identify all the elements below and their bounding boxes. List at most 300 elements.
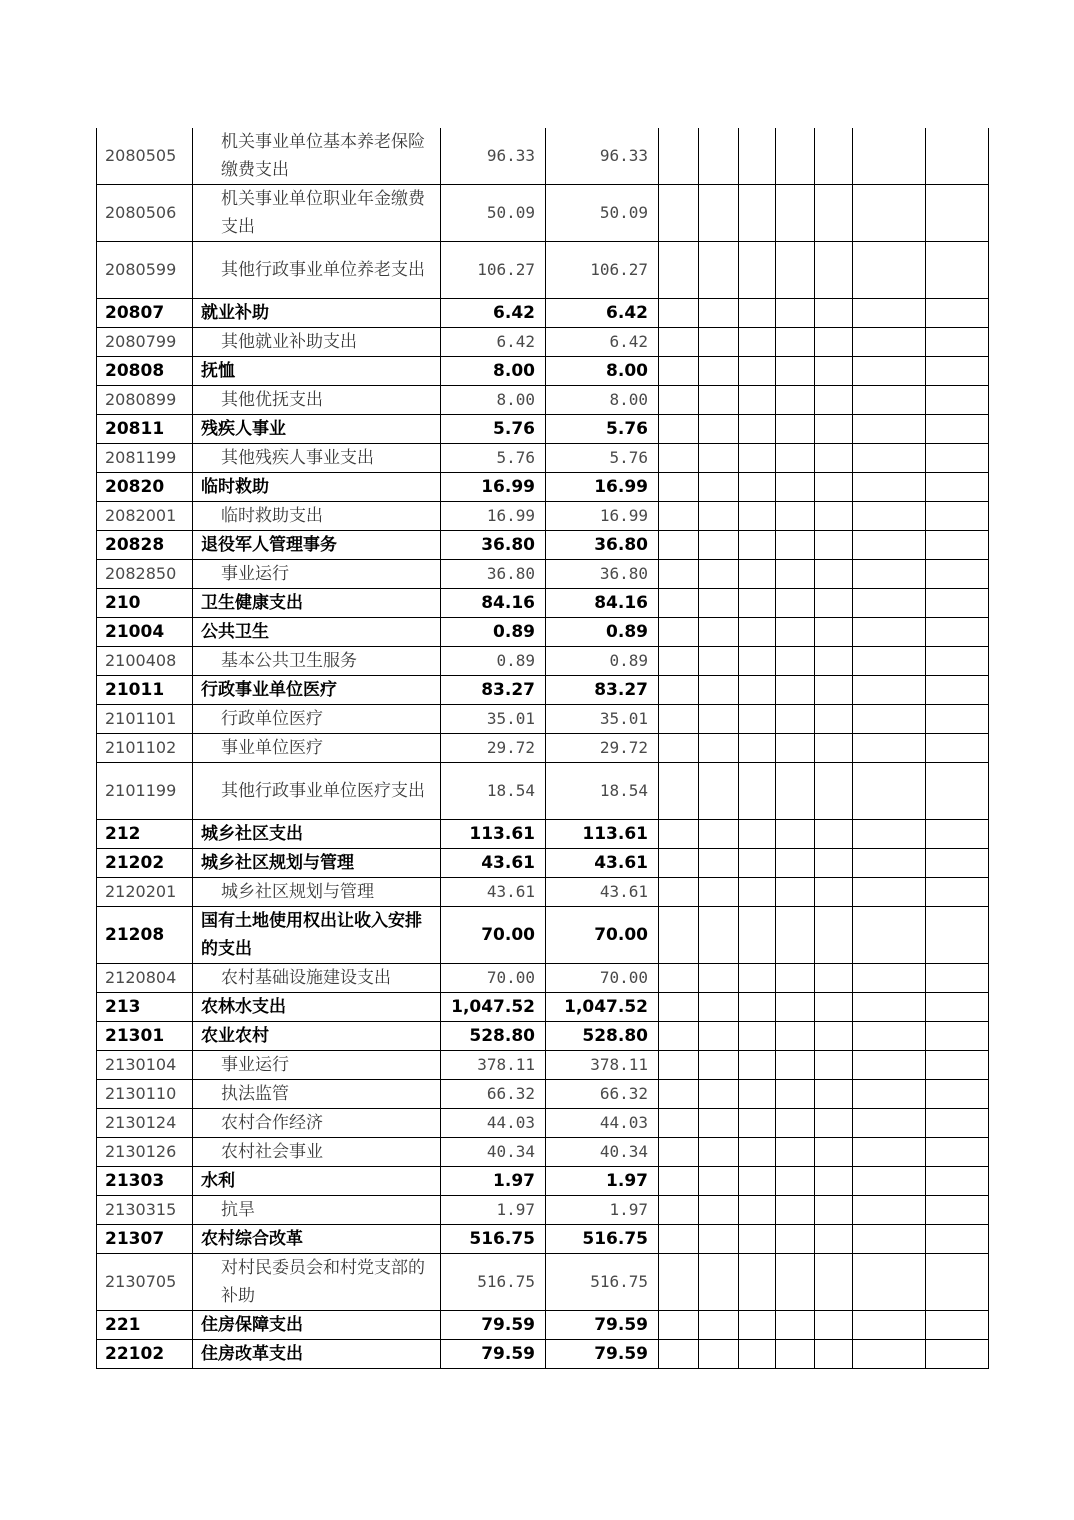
subject-code-cell: 20820 <box>97 473 193 502</box>
empty-cell <box>699 1022 739 1051</box>
basic-expenditure-cell: 516.75 <box>546 1225 659 1254</box>
empty-cell <box>926 589 989 618</box>
category-row <box>97 1022 989 1051</box>
subject-code-cell: 20811 <box>97 415 193 444</box>
empty-cell <box>659 1051 699 1080</box>
empty-cell <box>659 1138 699 1167</box>
empty-cell <box>659 357 699 386</box>
empty-cell <box>776 1196 815 1225</box>
empty-cell <box>776 1311 815 1340</box>
empty-cell <box>739 1022 776 1051</box>
empty-cell <box>815 415 853 444</box>
basic-expenditure-cell: 44.03 <box>546 1109 659 1138</box>
empty-cell <box>776 1051 815 1080</box>
subject-code-cell: 2082001 <box>97 502 193 531</box>
category-row <box>97 820 989 849</box>
basic-expenditure-cell: 6.42 <box>546 299 659 328</box>
basic-expenditure-cell: 8.00 <box>546 357 659 386</box>
empty-cell <box>739 1196 776 1225</box>
empty-cell <box>853 415 926 444</box>
empty-cell <box>699 907 739 964</box>
total-amount-cell: 528.80 <box>441 1022 546 1051</box>
subject-name-cell: 住房保障支出 <box>193 1311 441 1340</box>
total-amount-cell: 16.99 <box>441 502 546 531</box>
empty-cell <box>926 1254 989 1311</box>
category-row <box>97 357 989 386</box>
subject-code-cell: 21301 <box>97 1022 193 1051</box>
empty-cell <box>739 185 776 242</box>
empty-cell <box>699 242 739 299</box>
basic-expenditure-cell: 8.00 <box>546 386 659 415</box>
subject-name-cell: 住房改革支出 <box>193 1340 441 1369</box>
basic-expenditure-cell: 84.16 <box>546 589 659 618</box>
empty-cell <box>815 185 853 242</box>
total-amount-cell: 40.34 <box>441 1138 546 1167</box>
basic-expenditure-cell: 516.75 <box>546 1254 659 1311</box>
empty-cell <box>739 1311 776 1340</box>
empty-cell <box>853 560 926 589</box>
subject-code-cell: 2081199 <box>97 444 193 473</box>
subject-name-cell: 就业补助 <box>193 299 441 328</box>
empty-cell <box>659 328 699 357</box>
empty-cell <box>853 386 926 415</box>
basic-expenditure-cell: 6.42 <box>546 328 659 357</box>
empty-cell <box>815 1311 853 1340</box>
empty-cell <box>776 964 815 993</box>
subject-code-cell: 2080506 <box>97 185 193 242</box>
empty-cell <box>659 560 699 589</box>
subject-name-cell: 基本公共卫生服务 <box>193 647 441 676</box>
total-amount-cell: 0.89 <box>441 618 546 647</box>
empty-cell <box>853 1340 926 1369</box>
empty-cell <box>739 328 776 357</box>
empty-cell <box>853 473 926 502</box>
empty-cell <box>776 993 815 1022</box>
empty-cell <box>739 993 776 1022</box>
empty-cell <box>853 1196 926 1225</box>
empty-cell <box>853 647 926 676</box>
empty-cell <box>853 357 926 386</box>
empty-cell <box>776 647 815 676</box>
subject-name-cell: 机关事业单位基本养老保险缴费支出 <box>193 128 441 185</box>
empty-cell <box>699 705 739 734</box>
empty-cell <box>776 1225 815 1254</box>
empty-cell <box>739 299 776 328</box>
empty-cell <box>815 763 853 820</box>
empty-cell <box>776 878 815 907</box>
subject-name-cell: 残疾人事业 <box>193 415 441 444</box>
empty-cell <box>926 1138 989 1167</box>
table-row <box>97 328 989 357</box>
empty-cell <box>776 328 815 357</box>
empty-cell <box>815 1225 853 1254</box>
empty-cell <box>853 907 926 964</box>
empty-cell <box>659 618 699 647</box>
total-amount-cell: 43.61 <box>441 849 546 878</box>
empty-cell <box>853 1022 926 1051</box>
empty-cell <box>659 878 699 907</box>
empty-cell <box>853 1138 926 1167</box>
empty-cell <box>699 1225 739 1254</box>
empty-cell <box>853 328 926 357</box>
empty-cell <box>776 849 815 878</box>
empty-cell <box>853 820 926 849</box>
empty-cell <box>815 878 853 907</box>
category-row <box>97 993 989 1022</box>
empty-cell <box>815 1196 853 1225</box>
empty-cell <box>659 589 699 618</box>
subject-name-cell: 事业运行 <box>193 1051 441 1080</box>
empty-cell <box>659 907 699 964</box>
table-row <box>97 1138 989 1167</box>
empty-cell <box>815 1138 853 1167</box>
subject-code-cell: 2080599 <box>97 242 193 299</box>
empty-cell <box>739 1138 776 1167</box>
empty-cell <box>926 1051 989 1080</box>
empty-cell <box>926 415 989 444</box>
empty-cell <box>853 849 926 878</box>
total-amount-cell: 516.75 <box>441 1254 546 1311</box>
empty-cell <box>659 1167 699 1196</box>
basic-expenditure-cell: 43.61 <box>546 849 659 878</box>
category-row <box>97 531 989 560</box>
empty-cell <box>853 242 926 299</box>
empty-cell <box>739 878 776 907</box>
total-amount-cell: 0.89 <box>441 647 546 676</box>
total-amount-cell: 83.27 <box>441 676 546 705</box>
subject-name-cell: 农村基础设施建设支出 <box>193 964 441 993</box>
empty-cell <box>926 993 989 1022</box>
empty-cell <box>853 1254 926 1311</box>
empty-cell <box>815 1340 853 1369</box>
empty-cell <box>659 1254 699 1311</box>
empty-cell <box>659 128 699 185</box>
subject-code-cell: 2120201 <box>97 878 193 907</box>
empty-cell <box>776 763 815 820</box>
subject-name-cell: 抗旱 <box>193 1196 441 1225</box>
subject-name-cell: 其他残疾人事业支出 <box>193 444 441 473</box>
empty-cell <box>659 763 699 820</box>
empty-cell <box>659 386 699 415</box>
empty-cell <box>659 473 699 502</box>
total-amount-cell: 113.61 <box>441 820 546 849</box>
subject-name-cell: 机关事业单位职业年金缴费支出 <box>193 185 441 242</box>
empty-cell <box>926 1340 989 1369</box>
empty-cell <box>739 444 776 473</box>
total-amount-cell: 6.42 <box>441 299 546 328</box>
empty-cell <box>926 849 989 878</box>
empty-cell <box>926 242 989 299</box>
subject-name-cell: 水利 <box>193 1167 441 1196</box>
empty-cell <box>815 1051 853 1080</box>
empty-cell <box>815 647 853 676</box>
empty-cell <box>776 444 815 473</box>
empty-cell <box>815 473 853 502</box>
empty-cell <box>926 386 989 415</box>
empty-cell <box>926 502 989 531</box>
empty-cell <box>659 1022 699 1051</box>
empty-cell <box>926 734 989 763</box>
total-amount-cell: 516.75 <box>441 1225 546 1254</box>
subject-code-cell: 2080505 <box>97 128 193 185</box>
subject-code-cell: 2080799 <box>97 328 193 357</box>
empty-cell <box>926 1167 989 1196</box>
empty-cell <box>699 1254 739 1311</box>
empty-cell <box>853 1311 926 1340</box>
subject-name-cell: 城乡社区规划与管理 <box>193 878 441 907</box>
empty-cell <box>853 993 926 1022</box>
empty-cell <box>739 907 776 964</box>
empty-cell <box>699 763 739 820</box>
empty-cell <box>815 964 853 993</box>
empty-cell <box>926 1022 989 1051</box>
subject-name-cell: 农村合作经济 <box>193 1109 441 1138</box>
empty-cell <box>853 185 926 242</box>
empty-cell <box>815 1254 853 1311</box>
empty-cell <box>776 1167 815 1196</box>
empty-cell <box>853 1051 926 1080</box>
subject-code-cell: 21303 <box>97 1167 193 1196</box>
empty-cell <box>776 299 815 328</box>
category-row <box>97 907 989 964</box>
empty-cell <box>739 820 776 849</box>
basic-expenditure-cell: 16.99 <box>546 473 659 502</box>
empty-cell <box>853 531 926 560</box>
total-amount-cell: 29.72 <box>441 734 546 763</box>
basic-expenditure-cell: 70.00 <box>546 964 659 993</box>
empty-cell <box>853 1109 926 1138</box>
total-amount-cell: 1.97 <box>441 1167 546 1196</box>
empty-cell <box>776 589 815 618</box>
subject-name-cell: 行政单位医疗 <box>193 705 441 734</box>
subject-name-cell: 农业农村 <box>193 1022 441 1051</box>
total-amount-cell: 6.42 <box>441 328 546 357</box>
empty-cell <box>699 1340 739 1369</box>
empty-cell <box>699 357 739 386</box>
empty-cell <box>853 444 926 473</box>
empty-cell <box>926 185 989 242</box>
empty-cell <box>815 993 853 1022</box>
basic-expenditure-cell: 528.80 <box>546 1022 659 1051</box>
total-amount-cell: 43.61 <box>441 878 546 907</box>
empty-cell <box>926 1080 989 1109</box>
total-amount-cell: 44.03 <box>441 1109 546 1138</box>
empty-cell <box>776 1254 815 1311</box>
subject-code-cell: 2130705 <box>97 1254 193 1311</box>
empty-cell <box>659 444 699 473</box>
empty-cell <box>815 299 853 328</box>
category-row <box>97 1340 989 1369</box>
empty-cell <box>659 1225 699 1254</box>
empty-cell <box>926 878 989 907</box>
empty-cell <box>739 1167 776 1196</box>
basic-expenditure-cell: 79.59 <box>546 1311 659 1340</box>
total-amount-cell: 106.27 <box>441 242 546 299</box>
empty-cell <box>815 560 853 589</box>
subject-name-cell: 抚恤 <box>193 357 441 386</box>
empty-cell <box>699 299 739 328</box>
empty-cell <box>659 1311 699 1340</box>
basic-expenditure-cell: 66.32 <box>546 1080 659 1109</box>
category-row <box>97 1167 989 1196</box>
empty-cell <box>926 1311 989 1340</box>
empty-cell <box>815 444 853 473</box>
subject-name-cell: 农村综合改革 <box>193 1225 441 1254</box>
empty-cell <box>815 618 853 647</box>
empty-cell <box>776 1138 815 1167</box>
empty-cell <box>659 531 699 560</box>
total-amount-cell: 84.16 <box>441 589 546 618</box>
empty-cell <box>853 299 926 328</box>
subject-code-cell: 2130110 <box>97 1080 193 1109</box>
total-amount-cell: 5.76 <box>441 444 546 473</box>
empty-cell <box>815 502 853 531</box>
table-row <box>97 185 989 242</box>
subject-name-cell: 对村民委员会和村党支部的补助 <box>193 1254 441 1311</box>
empty-cell <box>776 820 815 849</box>
empty-cell <box>815 734 853 763</box>
subject-name-cell: 公共卫生 <box>193 618 441 647</box>
empty-cell <box>926 357 989 386</box>
basic-expenditure-cell: 0.89 <box>546 618 659 647</box>
empty-cell <box>926 531 989 560</box>
subject-code-cell: 22102 <box>97 1340 193 1369</box>
empty-cell <box>699 589 739 618</box>
empty-cell <box>739 705 776 734</box>
empty-cell <box>659 676 699 705</box>
basic-expenditure-cell: 5.76 <box>546 444 659 473</box>
empty-cell <box>739 1225 776 1254</box>
subject-code-cell: 210 <box>97 589 193 618</box>
basic-expenditure-cell: 35.01 <box>546 705 659 734</box>
empty-cell <box>815 820 853 849</box>
subject-code-cell: 2120804 <box>97 964 193 993</box>
empty-cell <box>699 128 739 185</box>
basic-expenditure-cell: 378.11 <box>546 1051 659 1080</box>
empty-cell <box>699 1167 739 1196</box>
subject-code-cell: 20808 <box>97 357 193 386</box>
total-amount-cell: 36.80 <box>441 531 546 560</box>
empty-cell <box>699 560 739 589</box>
subject-code-cell: 2101199 <box>97 763 193 820</box>
empty-cell <box>853 763 926 820</box>
empty-cell <box>776 1340 815 1369</box>
empty-cell <box>926 1196 989 1225</box>
subject-code-cell: 2082850 <box>97 560 193 589</box>
empty-cell <box>776 128 815 185</box>
empty-cell <box>699 1109 739 1138</box>
category-row <box>97 849 989 878</box>
empty-cell <box>815 531 853 560</box>
empty-cell <box>776 415 815 444</box>
empty-cell <box>739 1051 776 1080</box>
empty-cell <box>699 618 739 647</box>
subject-code-cell: 21208 <box>97 907 193 964</box>
empty-cell <box>699 734 739 763</box>
basic-expenditure-cell: 113.61 <box>546 820 659 849</box>
empty-cell <box>739 763 776 820</box>
empty-cell <box>815 907 853 964</box>
empty-cell <box>659 502 699 531</box>
category-row <box>97 1225 989 1254</box>
empty-cell <box>739 618 776 647</box>
empty-cell <box>926 705 989 734</box>
basic-expenditure-cell: 79.59 <box>546 1340 659 1369</box>
total-amount-cell: 70.00 <box>441 964 546 993</box>
table-row <box>97 242 989 299</box>
empty-cell <box>776 242 815 299</box>
empty-cell <box>815 1109 853 1138</box>
subject-name-cell: 退役军人管理事务 <box>193 531 441 560</box>
empty-cell <box>926 907 989 964</box>
empty-cell <box>659 1109 699 1138</box>
empty-cell <box>776 473 815 502</box>
empty-cell <box>926 763 989 820</box>
empty-cell <box>699 676 739 705</box>
empty-cell <box>926 473 989 502</box>
empty-cell <box>815 386 853 415</box>
empty-cell <box>776 1109 815 1138</box>
total-amount-cell: 1.97 <box>441 1196 546 1225</box>
empty-cell <box>699 964 739 993</box>
basic-expenditure-cell: 1,047.52 <box>546 993 659 1022</box>
empty-cell <box>699 849 739 878</box>
empty-cell <box>815 589 853 618</box>
subject-name-cell: 农林水支出 <box>193 993 441 1022</box>
basic-expenditure-cell: 40.34 <box>546 1138 659 1167</box>
empty-cell <box>926 647 989 676</box>
empty-cell <box>926 444 989 473</box>
table-row <box>97 1254 989 1311</box>
empty-cell <box>739 415 776 444</box>
empty-cell <box>659 242 699 299</box>
subject-name-cell: 国有土地使用权出让收入安排的支出 <box>193 907 441 964</box>
empty-cell <box>776 502 815 531</box>
empty-cell <box>659 849 699 878</box>
subject-name-cell: 城乡社区支出 <box>193 820 441 849</box>
empty-cell <box>815 1022 853 1051</box>
basic-expenditure-cell: 18.54 <box>546 763 659 820</box>
total-amount-cell: 35.01 <box>441 705 546 734</box>
empty-cell <box>926 560 989 589</box>
category-row <box>97 1311 989 1340</box>
table-row <box>97 560 989 589</box>
empty-cell <box>776 1080 815 1109</box>
total-amount-cell: 378.11 <box>441 1051 546 1080</box>
basic-expenditure-cell: 106.27 <box>546 242 659 299</box>
basic-expenditure-cell: 29.72 <box>546 734 659 763</box>
empty-cell <box>739 964 776 993</box>
empty-cell <box>699 820 739 849</box>
empty-cell <box>699 386 739 415</box>
empty-cell <box>699 444 739 473</box>
basic-expenditure-cell: 1.97 <box>546 1167 659 1196</box>
basic-expenditure-cell: 96.33 <box>546 128 659 185</box>
empty-cell <box>776 560 815 589</box>
empty-cell <box>926 299 989 328</box>
subject-code-cell: 221 <box>97 1311 193 1340</box>
basic-expenditure-cell: 16.99 <box>546 502 659 531</box>
empty-cell <box>659 734 699 763</box>
empty-cell <box>699 647 739 676</box>
total-amount-cell: 96.33 <box>441 128 546 185</box>
basic-expenditure-cell: 83.27 <box>546 676 659 705</box>
subject-name-cell: 执法监管 <box>193 1080 441 1109</box>
empty-cell <box>776 705 815 734</box>
empty-cell <box>739 242 776 299</box>
subject-code-cell: 2100408 <box>97 647 193 676</box>
empty-cell <box>776 734 815 763</box>
